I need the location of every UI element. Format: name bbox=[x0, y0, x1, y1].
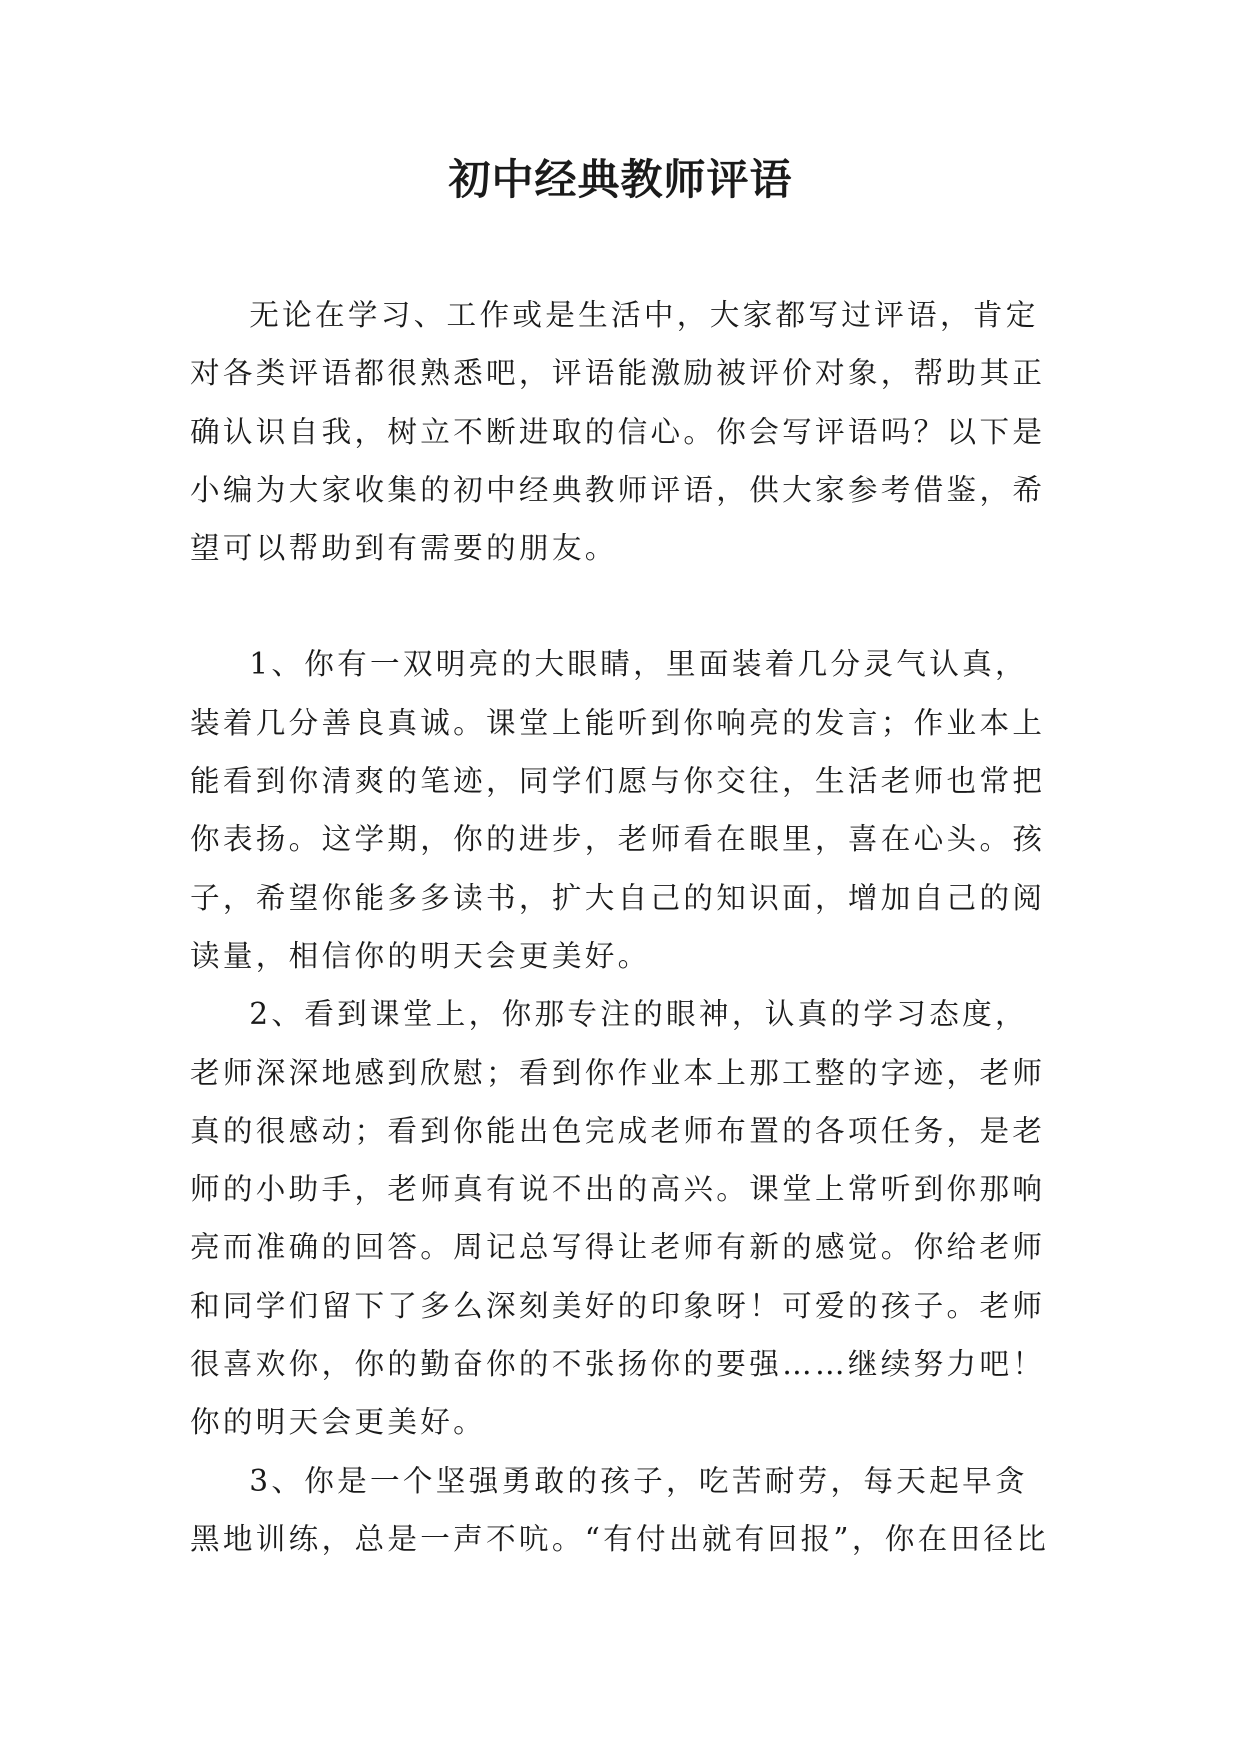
document-title: 初中经典教师评语 bbox=[448, 155, 793, 204]
comment-paragraph-2: 2、看到课堂上，你那专注的眼神，认真的学习态度，老师深深地感到欣慰；看到你作业本上那工整的字迹，老师真的很感动；看到你能出色完成老师布置的各项任务，是老师的小助手，老师真有说不出的高兴。课堂上常听到你那响亮而准确的回答。周记总写得让老师有新的感觉。你给老师和同学们留下了多么深刻美好的印象呀！可爱的孩子。老师很喜欢你，你的勤奋你的不张扬你的要强……继续努力吧！你的明天会更美好。 bbox=[190, 997, 1046, 1440]
comment-paragraph-3: 3、你是一个坚强勇敢的孩子，吃苦耐劳，每天起早贪黑地训练，总是一声不吭。“有付出就有回报”，你在田径比 bbox=[190, 1463, 1050, 1556]
intro-paragraph: 无论在学习、工作或是生活中，大家都写过评语，肯定对各类评语都很熟悉吧，评语能激励被评价对象，帮助其正确认识自我，树立不断进取的信心。你会写评语吗？以下是小编为大家收集的初中经典教师评语，供大家参考借鉴，希望可以帮助到有需要的朋友。 bbox=[190, 298, 1046, 566]
paragraph-spacer bbox=[190, 577, 1056, 635]
document-body bbox=[190, 286, 1056, 1568]
comment-paragraph-1: 1、你有一双明亮的大眼睛，里面装着几分灵气认真，装着几分善良真诚。课堂上能听到你响亮的发言；作业本上能看到你清爽的笔迹，同学们愿与你交往，生活老师也常把你表扬。这学期，你的进步，老师看在眼里，喜在心头。孩子，希望你能多多读书，扩大自己的知识面，增加自己的阅读量，相信你的明天会更美好。 bbox=[190, 647, 1046, 973]
